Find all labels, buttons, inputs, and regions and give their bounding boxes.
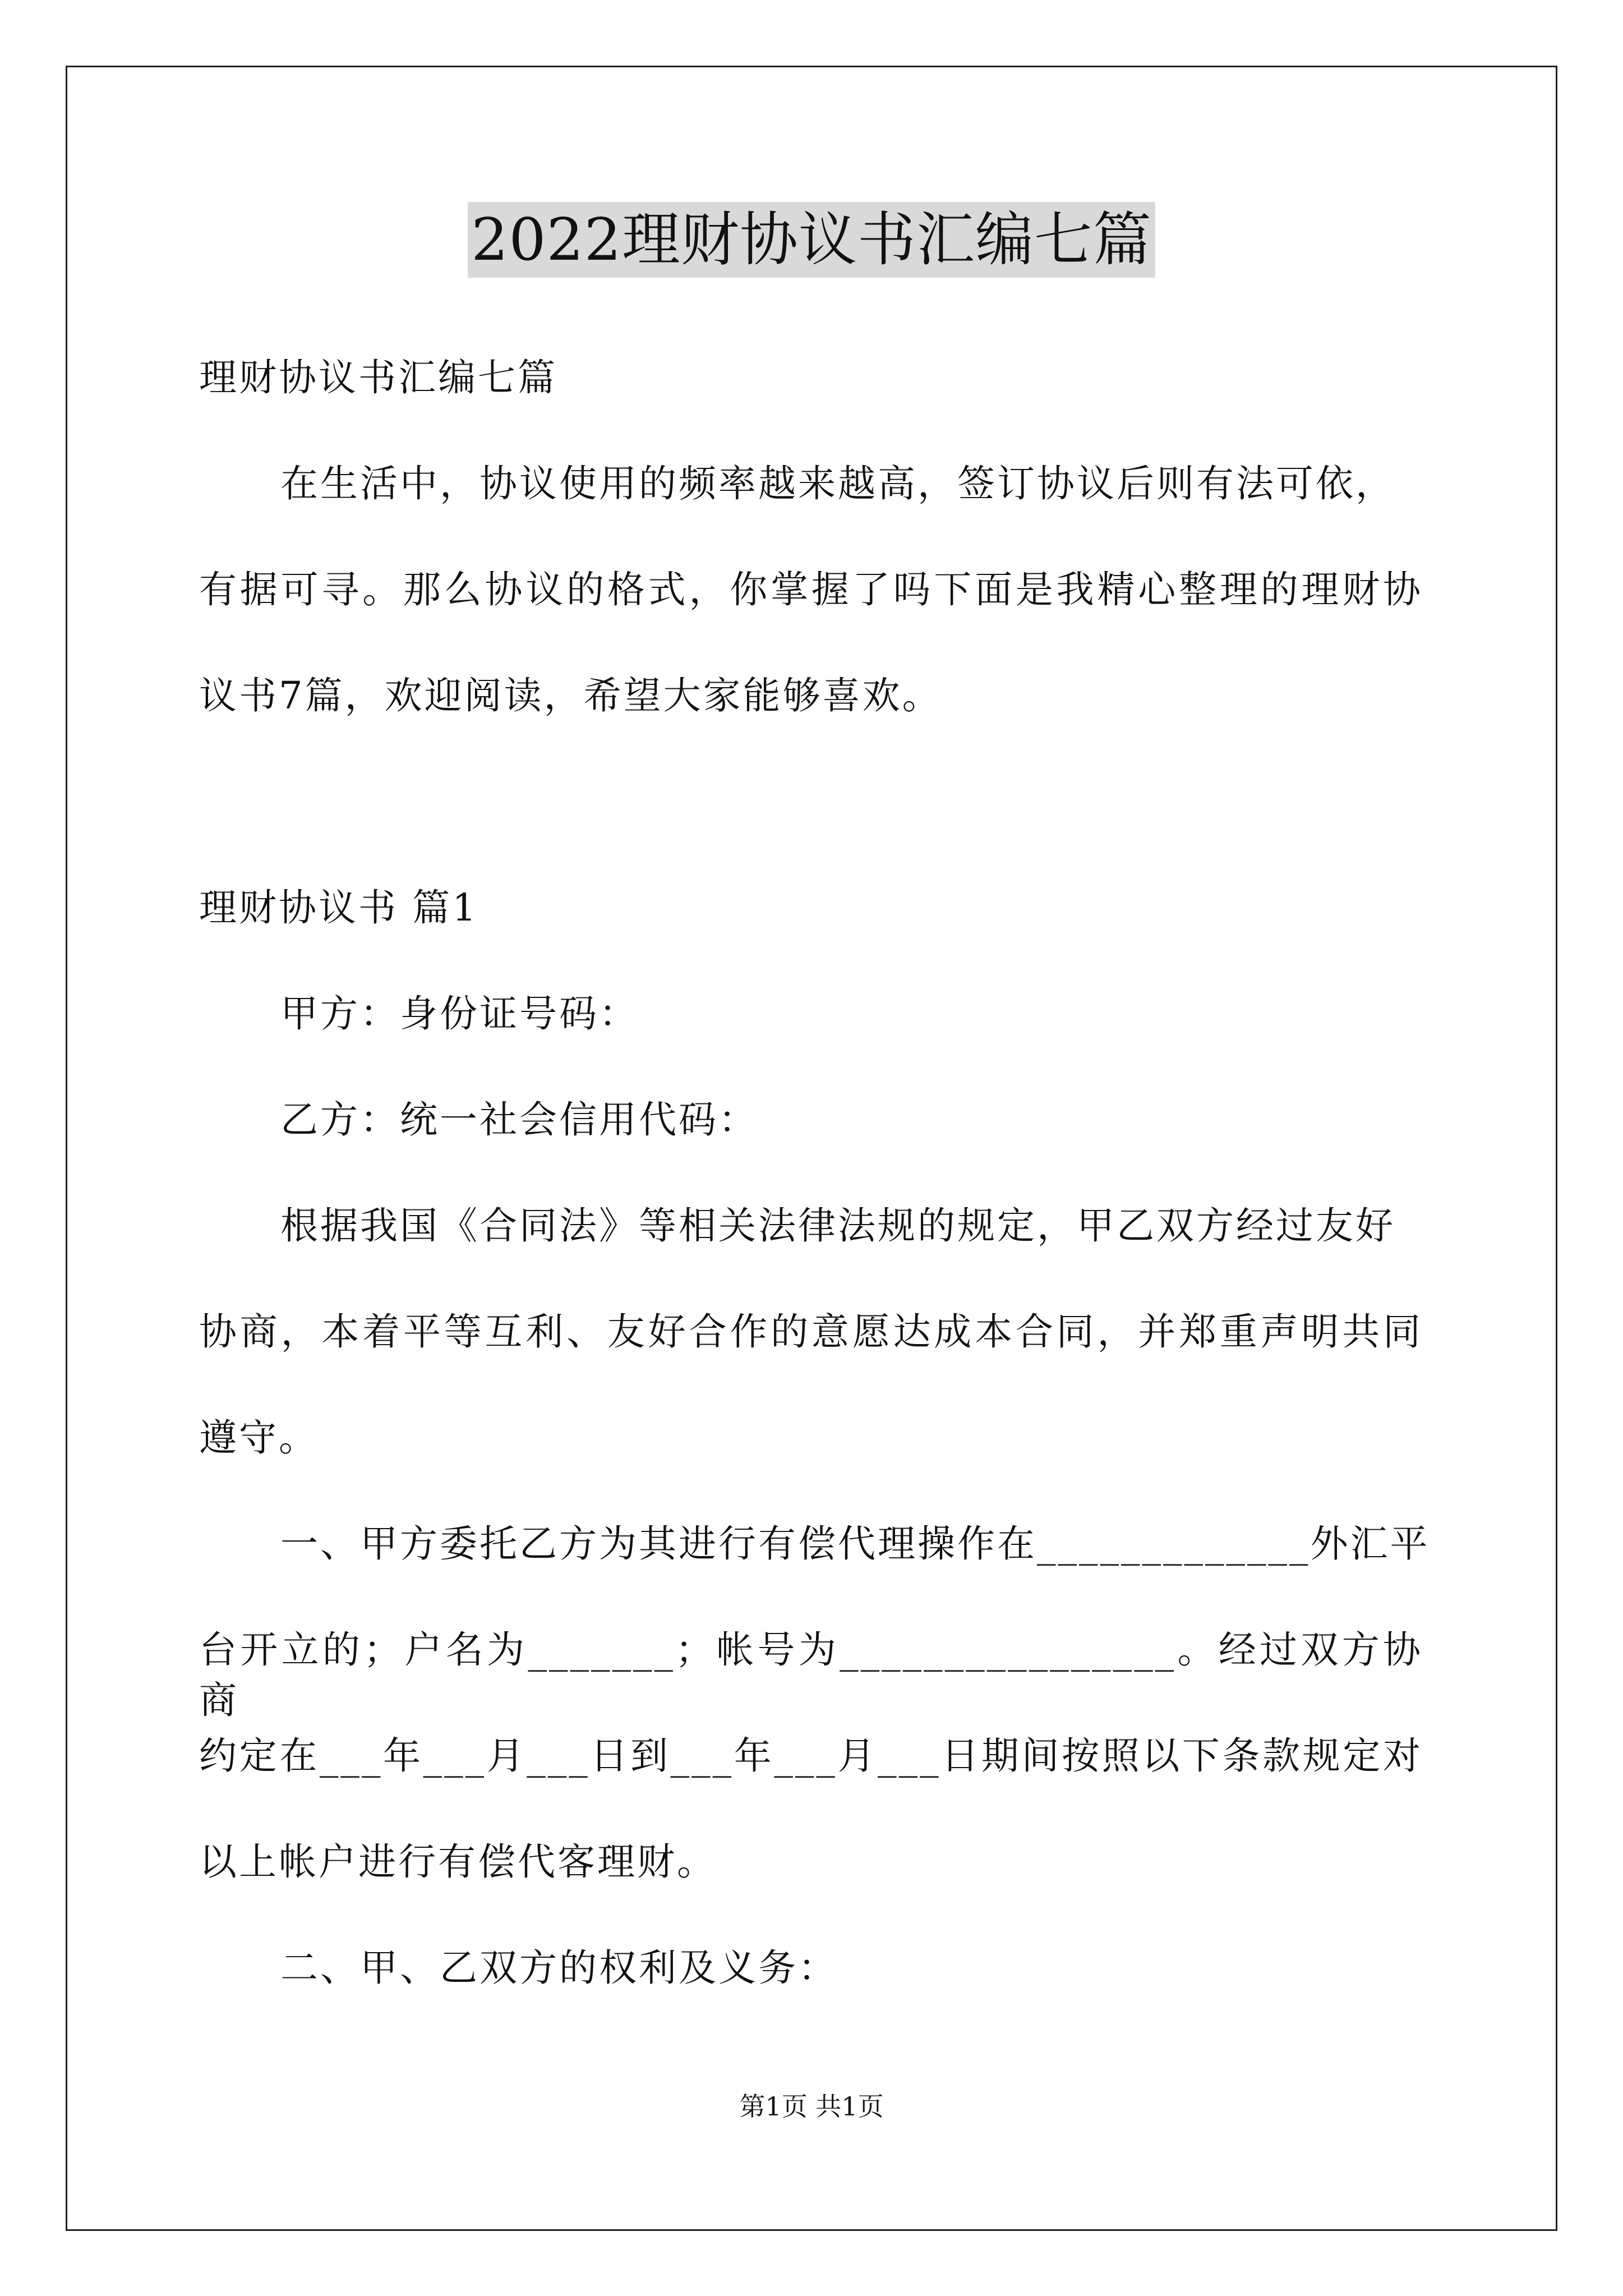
intro-line-1: 在生活中，协议使用的频率越来越高，签订协议后则有法可依， bbox=[280, 462, 1395, 505]
intro-line-3: 议书7篇，欢迎阅读，希望大家能够喜欢。 bbox=[199, 674, 942, 717]
document-subtitle: 理财协议书汇编七篇 bbox=[199, 356, 557, 399]
document-title: 2022理财协议书汇编七篇 bbox=[468, 202, 1155, 278]
clause-1-line-4: 以上帐户进行有偿代客理财。 bbox=[199, 1840, 717, 1884]
title-container bbox=[0, 202, 1623, 278]
basis-line-1: 根据我国《合同法》等相关法律法规的规定，甲乙双方经过友好 bbox=[280, 1204, 1395, 1248]
intro-line-2: 有据可寻。那么协议的格式，你掌握了吗下面是我精心整理的理财协 bbox=[199, 568, 1423, 611]
clause-1-line-1: 一、甲方委托乙方为其进行有偿代理操作在_____________外汇平 bbox=[280, 1522, 1430, 1566]
section-heading: 理财协议书 篇1 bbox=[199, 886, 478, 930]
party-a-line: 甲方：身份证号码： bbox=[280, 992, 639, 1036]
party-b-line: 乙方：统一社会信用代码： bbox=[280, 1098, 758, 1142]
page-footer: 第1页 共1页 bbox=[739, 2091, 884, 2122]
clause-2-heading: 二、甲、乙双方的权利及义务： bbox=[280, 1946, 838, 1990]
clause-1-line-3: 约定在___年___月___日到___年___月___日期间按照以下条款规定对 bbox=[199, 1734, 1423, 1778]
basis-line-2: 协商，本着平等互利、友好合作的意愿达成本合同，并郑重声明共同 bbox=[199, 1310, 1423, 1354]
clause-1-line-2: 台开立的；户名为_______；帐号为________________。经过双方协商 bbox=[199, 1628, 1423, 1722]
basis-line-3: 遵守。 bbox=[199, 1416, 319, 1460]
